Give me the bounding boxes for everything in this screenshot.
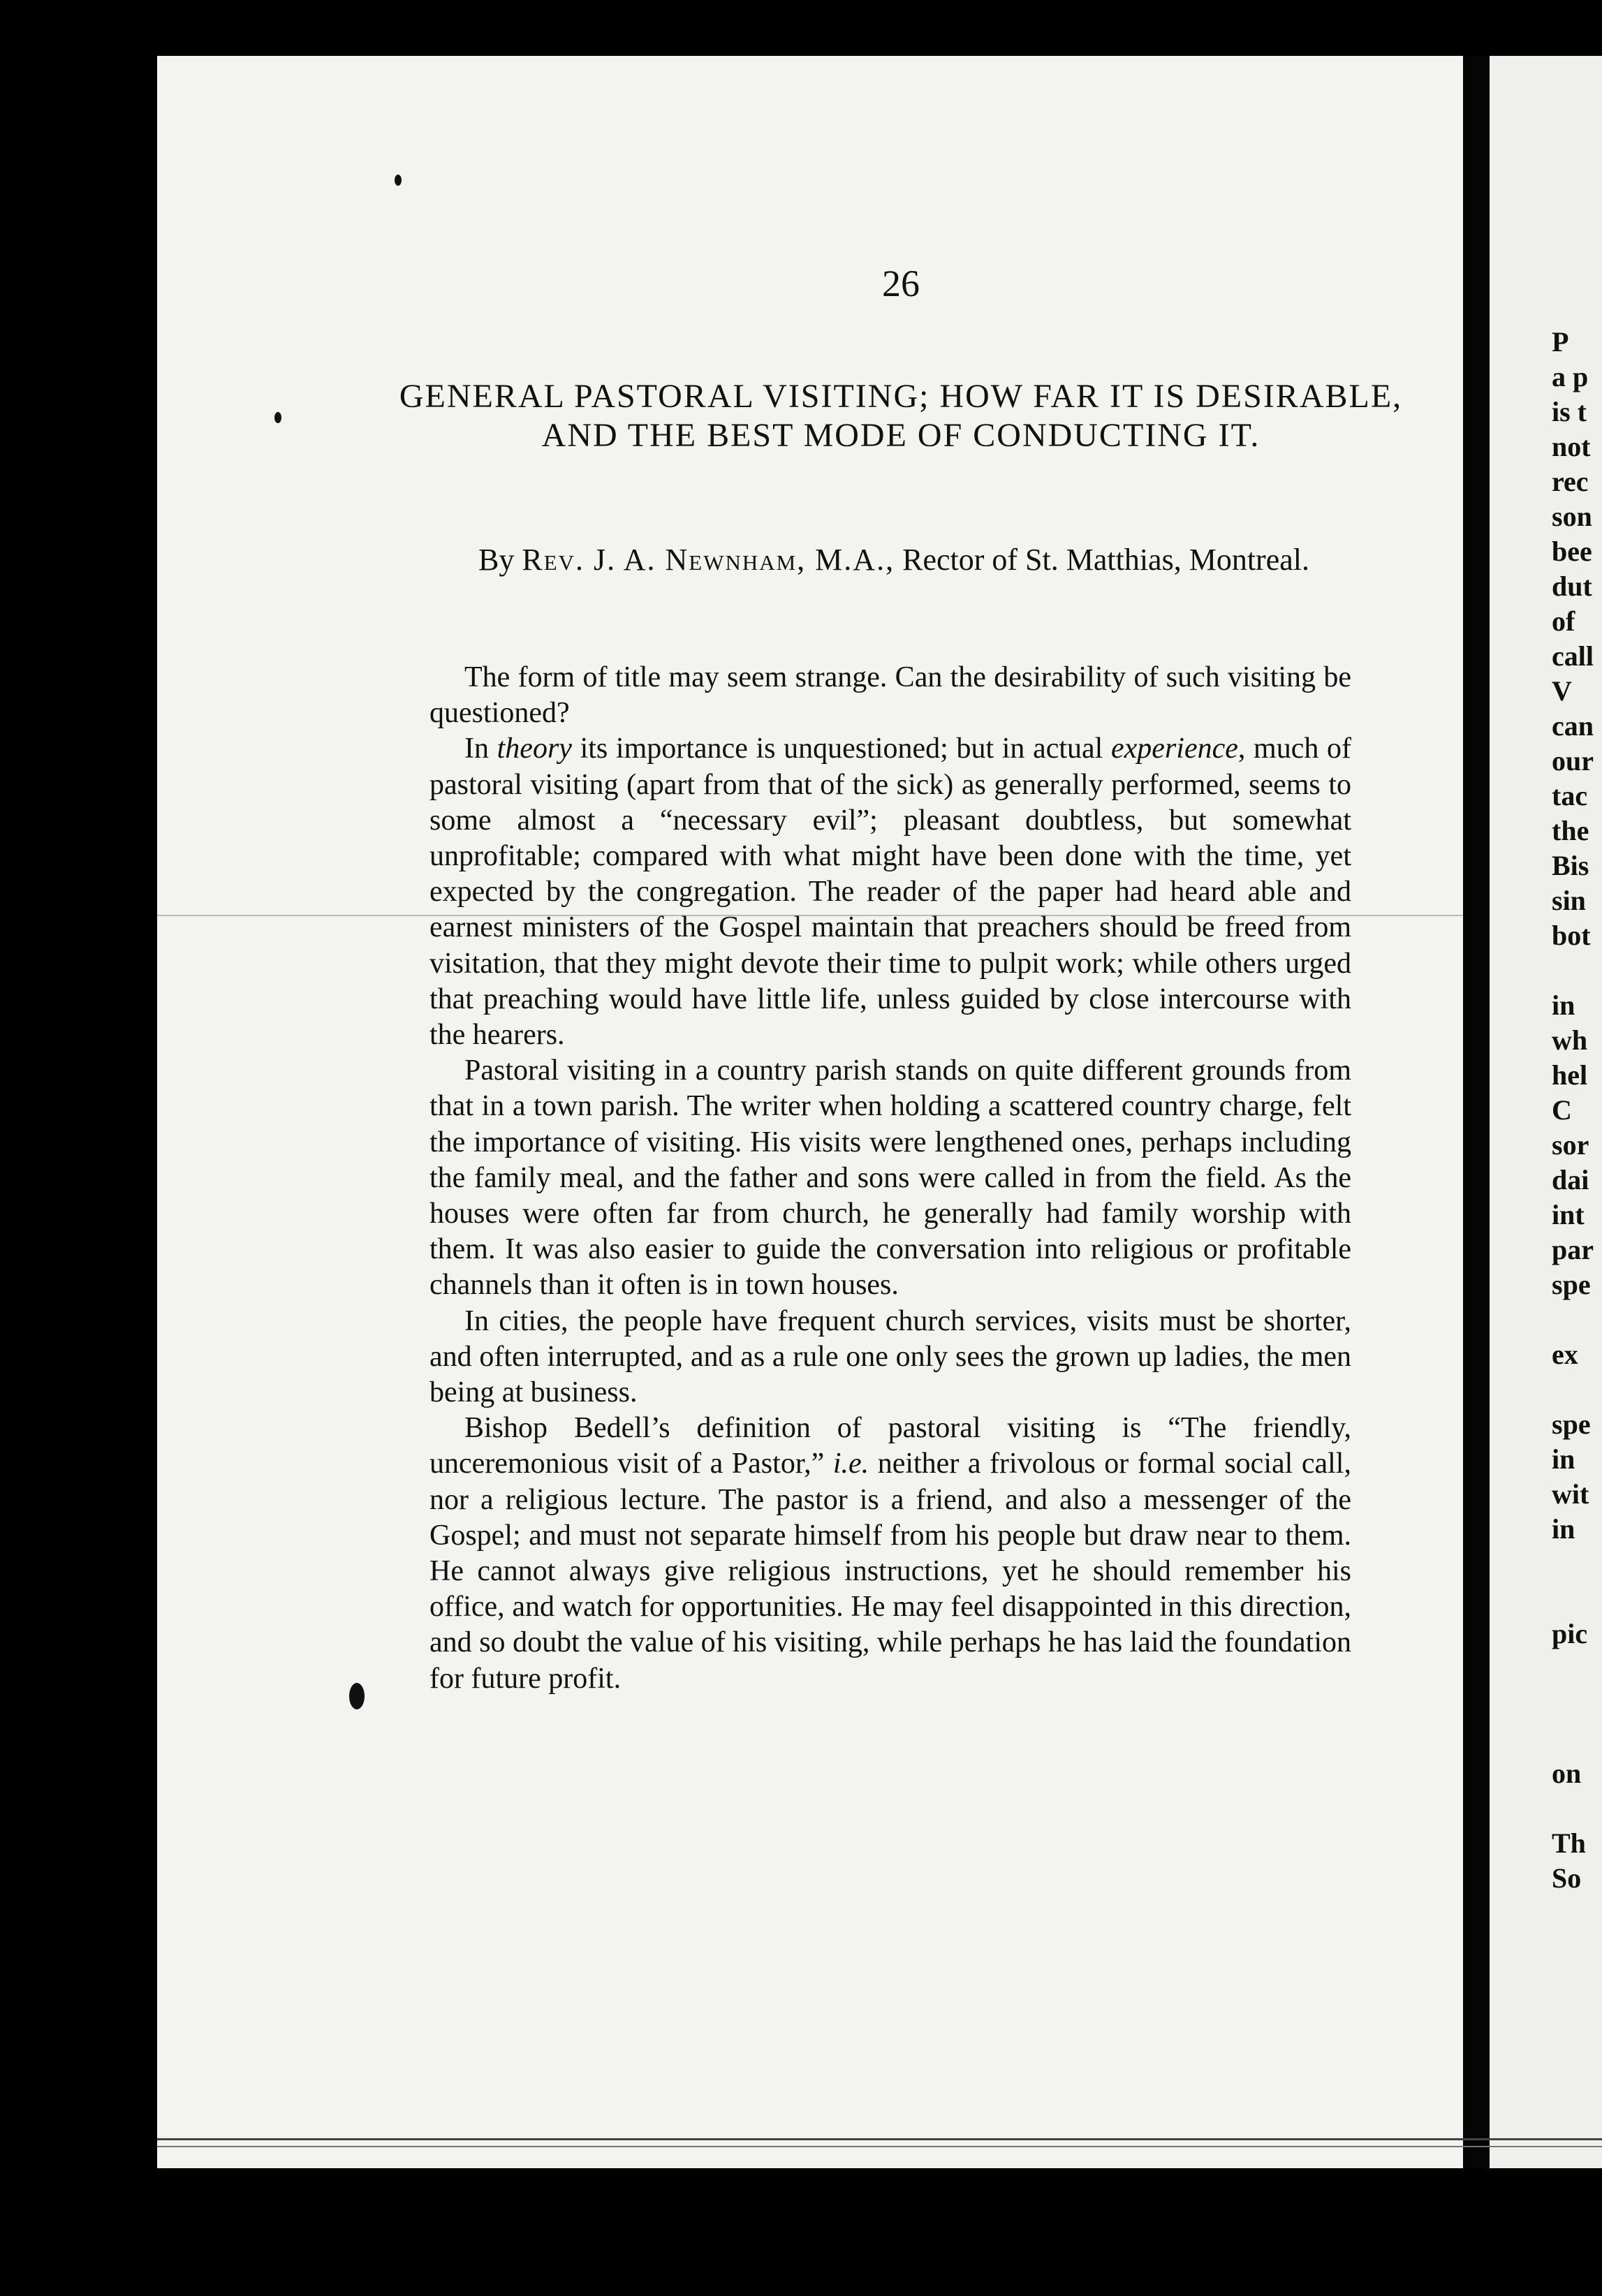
author-name: Rev. J. A. Newnham, M.A.,: [522, 543, 895, 577]
italic-text: theory: [497, 733, 572, 765]
paragraph-text: its importance is unquestioned; but in actual: [571, 733, 1112, 765]
adjacent-line: bee: [1552, 536, 1592, 567]
adjacent-line: spe: [1552, 1269, 1591, 1300]
adjacent-line: V: [1552, 675, 1572, 707]
adjacent-line: [1552, 1582, 1594, 1617]
scan-rule: [157, 2138, 1602, 2140]
adjacent-line: bot: [1552, 920, 1591, 951]
paragraph-text: neither a frivolous or formal social call, nor a religious lecture. The pastor is a friend, and also a messenger of the Gospel; and must not separate himself from his people but draw near to them. He cannot always give religious instructions, yet he should remember his office, and watch for opportunities. He may feel disappointed in this direction, and so doubt the value of his visiting, while perhaps he has laid the foundation for future profit.: [429, 1448, 1351, 1695]
adjacent-line: can: [1552, 710, 1594, 742]
adjacent-line: our: [1552, 745, 1594, 777]
adjacent-line: So: [1552, 1862, 1582, 1894]
paragraph: [429, 660, 1351, 731]
adjacent-line: [1552, 1686, 1594, 1721]
paragraph-text: , much of pastoral visiting (apart from that of the sick) as generally performed, seems to some almost a “necessary evil”; pleasant doubtless, but somewhat unprofitable; compared with what might have been done with the time, yet expected by the congregation. The reader of the paper had heard able and earnest ministers of the Gospel maintain that preachers should be freed from visitation, that they might devote their time to pulpit work; while others urged that preaching would have little life, unless guided by close intercourse with the hearers.: [429, 733, 1351, 1052]
italic-text: i.e.: [832, 1448, 869, 1480]
ink-speck: [274, 412, 281, 423]
adjacent-page-text: [1552, 325, 1594, 1896]
scan-rule: [157, 2146, 1602, 2147]
adjacent-line: a p: [1552, 361, 1589, 392]
adjacent-line: Bis: [1552, 850, 1589, 881]
paragraph-text: The form of title may seem strange. Can the desirability of such visiting be questioned?: [429, 661, 1351, 730]
adjacent-line: [1552, 1791, 1594, 1826]
ink-speck: [395, 175, 402, 186]
adjacent-line: dai: [1552, 1164, 1589, 1195]
italic-text: experience: [1111, 733, 1238, 765]
adjacent-line: call: [1552, 640, 1594, 672]
adjacent-line: hel: [1552, 1059, 1588, 1091]
adjacent-line: not: [1552, 431, 1591, 462]
adjacent-line: in: [1552, 989, 1575, 1021]
adjacent-line: wit: [1552, 1478, 1589, 1510]
paragraph-text: Bishop Bedell’s definition of pastoral visiting is “The friendly, unceremonious visit of a Pastor,”: [429, 1412, 1351, 1480]
adjacent-line: [1552, 1651, 1594, 1686]
adjacent-line: sor: [1552, 1129, 1589, 1161]
author-position: Rector of St. Matthias, Montreal.: [902, 543, 1309, 577]
page-number: 26: [882, 263, 920, 304]
page-gutter: [1463, 56, 1490, 2168]
adjacent-line: son: [1552, 501, 1592, 532]
adjacent-line: in: [1552, 1443, 1575, 1475]
article-title: GENERAL PASTORAL VISITING; HOW FAR IT IS DESIRABLE, AND THE BEST MODE OF CONDUCTING IT.: [399, 378, 1403, 454]
adjacent-line: tac: [1552, 780, 1588, 811]
adjacent-line: [1552, 1547, 1594, 1582]
adjacent-line: in: [1552, 1513, 1575, 1545]
adjacent-line: [1552, 953, 1594, 988]
adjacent-line: dut: [1552, 571, 1592, 602]
article-body: [429, 660, 1351, 1697]
ink-blot: [349, 1683, 365, 1709]
paragraph-text: In cities, the people have frequent church services, visits must be shorter, and often interrupted, and as a rule one only sees the grown up ladies, the men being at business.: [429, 1304, 1351, 1409]
adjacent-line: sin: [1552, 885, 1586, 916]
adjacent-line: is t: [1552, 396, 1587, 427]
adjacent-line: pic: [1552, 1618, 1588, 1649]
paragraph: [429, 1411, 1351, 1697]
adjacent-line: [1552, 1372, 1594, 1407]
paragraph: [429, 1053, 1351, 1303]
adjacent-line: rec: [1552, 466, 1589, 497]
byline-prefix: By: [478, 543, 515, 577]
adjacent-line: P: [1552, 326, 1569, 358]
adjacent-line: ex: [1552, 1339, 1578, 1370]
paragraph-text: Pastoral visiting in a country parish stands on quite different grounds from that in a town parish. The writer when holding a scattered country charge, felt the importance of visiting. His visits were lengthened ones, perhaps including the family meal, and the father and sons were called in from the field. As the houses were often far from church, he generally had family worship with them. It was also easier to guide the conversation into religious or profitable channels than it often is in town houses.: [429, 1054, 1351, 1302]
scan-border-top: [0, 0, 1602, 56]
paragraph-text: In: [464, 733, 497, 765]
scan-border-bottom: [0, 2168, 1602, 2296]
adjacent-line: [1552, 1302, 1594, 1337]
adjacent-line: on: [1552, 1758, 1582, 1789]
adjacent-line: wh: [1552, 1024, 1588, 1056]
adjacent-line: par: [1552, 1234, 1594, 1265]
adjacent-line: the: [1552, 815, 1589, 846]
adjacent-line: [1552, 1721, 1594, 1756]
adjacent-line: int: [1552, 1199, 1585, 1230]
paragraph: [429, 1304, 1351, 1411]
adjacent-line: of: [1552, 605, 1575, 637]
paragraph: [429, 731, 1351, 1053]
adjacent-line: C: [1552, 1094, 1572, 1126]
byline: [433, 541, 1355, 579]
adjacent-line: Th: [1552, 1827, 1586, 1859]
adjacent-line: spe: [1552, 1408, 1591, 1440]
